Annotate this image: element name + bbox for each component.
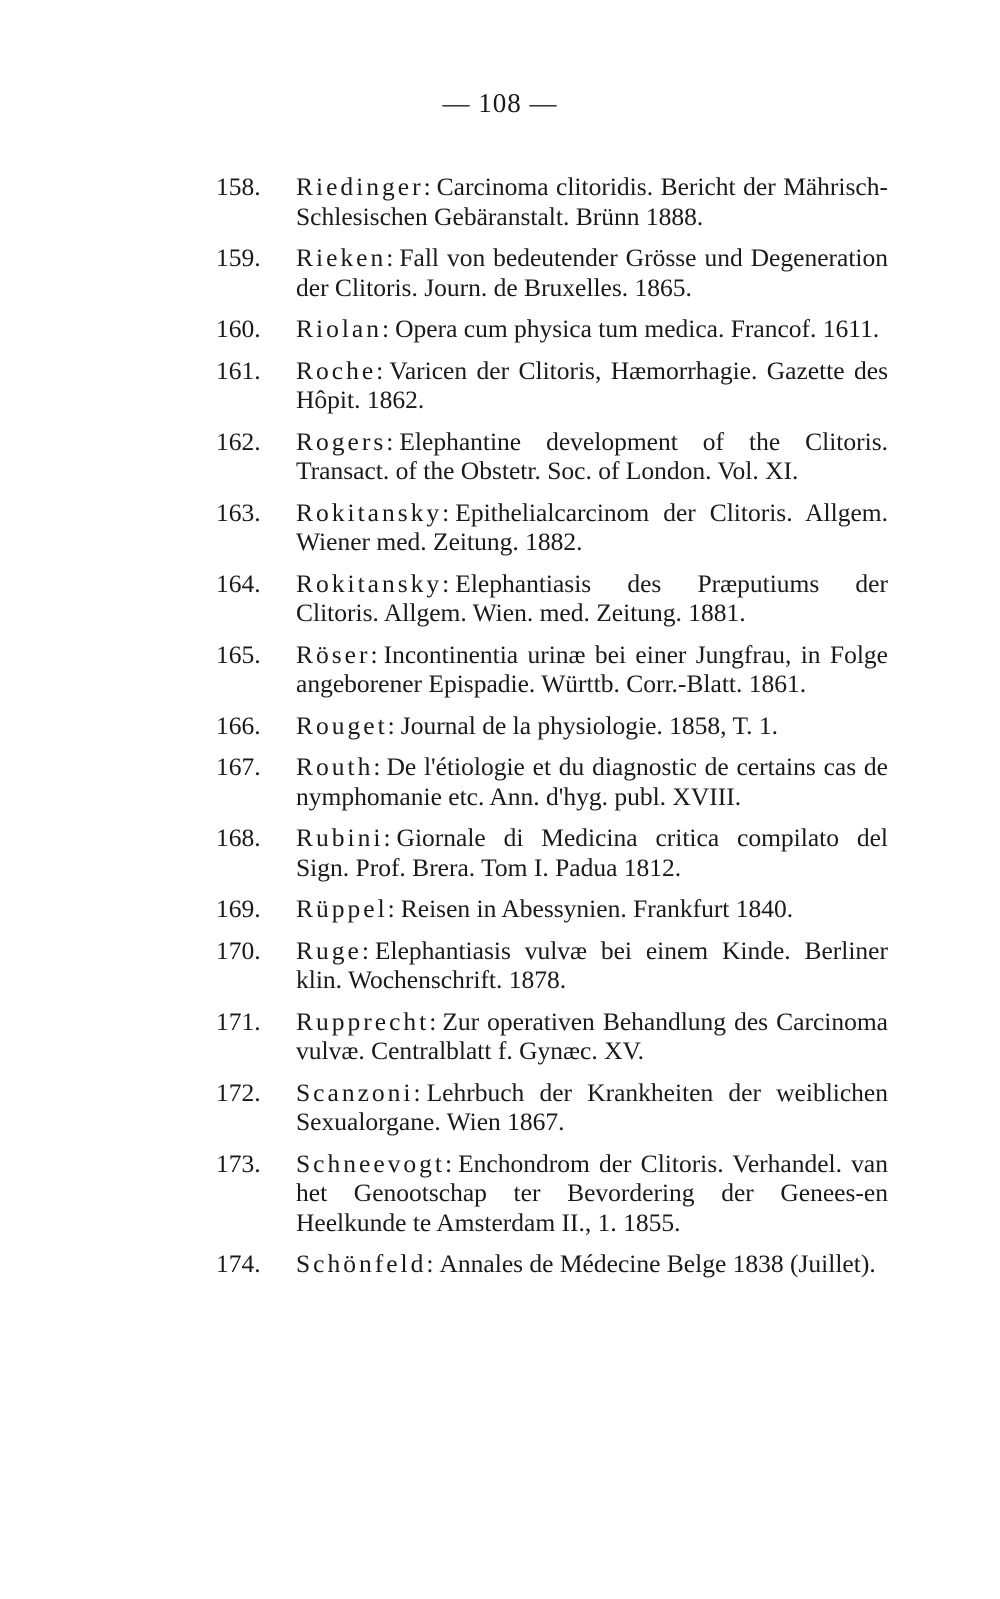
entry-text: Carcinoma clitoridis. Bericht der Mährisch-Schlesischen Gebäranstalt. Brünn 1888.: [296, 172, 888, 231]
entry-text: Elephantiasis vulvæ bei einem Kinde. Berliner klin. Wochenschrift. 1878.: [296, 935, 888, 994]
entry-number: 160.: [216, 314, 261, 343]
entry-number: 162.: [216, 426, 261, 456]
bibliography-entry: [216, 894, 888, 924]
bibliography-entry: [216, 1007, 888, 1066]
entry-number: 161.: [216, 355, 261, 385]
entry-author: Rieken: [296, 243, 387, 272]
entry-text: De l'étiologie et du diagnostic de certains cas de nymphomanie etc. Ann. d'hyg. publ. XVIII.: [296, 752, 888, 811]
entry-author: Riedinger: [296, 172, 424, 201]
entry-text: Lehrbuch der Krankheiten der weiblichen Sexualorgane. Wien 1867.: [296, 1077, 888, 1136]
author-separator: :: [426, 1249, 434, 1278]
entry-author: Rupprecht: [296, 1006, 430, 1036]
entry-text: Giornale di Medicina critica compilato del Sign. Prof. Brera. Tom I. Padua 1812.: [296, 823, 888, 882]
entry-number: 167.: [216, 752, 261, 781]
bibliography-entry: [216, 823, 888, 882]
entry-number: 172.: [216, 1077, 261, 1107]
entry-number: 166.: [216, 710, 261, 740]
entry-number: 159.: [216, 243, 261, 272]
bibliography-entry: [216, 172, 888, 231]
author-separator: :: [386, 426, 394, 456]
bibliography-entry: [216, 936, 888, 995]
author-separator: :: [429, 1006, 437, 1036]
entry-author: Ruge: [296, 935, 362, 965]
bibliography-list: [216, 172, 888, 1279]
author-separator: :: [370, 639, 378, 669]
entry-text: Incontinentia urinæ bei einer Jungfrau, in Folge angeborener Epispadie. Württb. Corr.-Blatt. 1861.: [296, 639, 888, 698]
page-number: — 108 —: [442, 88, 558, 118]
entry-author: Rouget: [296, 710, 388, 740]
entry-text: Reisen in Abessynien. Frankfurt 1840.: [400, 894, 794, 923]
bibliography-entry: [216, 640, 888, 699]
entry-number: 170.: [216, 935, 261, 965]
author-separator: :: [442, 568, 450, 598]
entry-number: 169.: [216, 894, 261, 923]
entry-number: 163.: [216, 497, 261, 527]
entry-text: Enchondrom der Clitoris. Verhandel. van het Genootschap ter Bevordering der Genees-en Heelkunde te Amsterdam II., 1. 1855.: [296, 1148, 888, 1237]
entry-author: Rubini: [296, 823, 384, 852]
entry-text: Elephantine development of the Clitoris. Transact. of the Obstetr. Soc. of London. Vol. XI.: [296, 426, 888, 485]
entry-author: Riolan: [296, 314, 382, 343]
author-separator: :: [413, 1077, 421, 1107]
entry-number: 164.: [216, 568, 261, 598]
bibliography-entry: [216, 314, 888, 344]
entry-text: Varicen der Clitoris, Hæmorrhagie. Gazette des Hôpit. 1862.: [296, 355, 888, 414]
author-separator: :: [386, 243, 394, 272]
entry-author: Rokitansky: [296, 568, 443, 598]
author-separator: :: [383, 823, 391, 852]
entry-author: Röser: [296, 639, 371, 669]
entry-author: Rüppel: [296, 894, 388, 923]
author-separator: :: [423, 172, 431, 201]
entry-text: Opera cum physica tum medica. Francof. 1611.: [395, 314, 880, 343]
author-separator: :: [387, 710, 395, 740]
bibliography-entry: [216, 1249, 888, 1279]
author-separator: :: [387, 894, 395, 923]
entry-text: Elephantiasis des Præputiums der Clitoris. Allgem. Wien. med. Zeitung. 1881.: [296, 568, 888, 627]
entry-number: 173.: [216, 1148, 261, 1178]
entry-author: Schneevogt: [296, 1148, 445, 1178]
entry-author: Routh: [296, 752, 374, 781]
entry-author: Rokitansky: [296, 497, 443, 527]
bibliography-entry: [216, 498, 888, 557]
entry-number: 168.: [216, 823, 261, 852]
entry-author: Scanzoni: [296, 1077, 414, 1107]
entry-text: Annales de Médecine Belge 1838 (Juillet).: [439, 1249, 876, 1278]
bibliography-entry: [216, 1078, 888, 1137]
entry-number: 165.: [216, 639, 261, 669]
bibliography-entry: [216, 356, 888, 415]
author-separator: :: [361, 935, 369, 965]
entry-author: Rogers: [296, 426, 387, 456]
entry-author: Roche: [296, 355, 377, 385]
bibliography-entry: [216, 752, 888, 811]
entry-text: Zur operativen Behandlung des Carcinoma vulvæ. Centralblatt f. Gynæc. XV.: [296, 1006, 888, 1065]
author-separator: :: [376, 355, 384, 385]
entry-text: Journal de la physiologie. 1858, T. 1.: [400, 710, 779, 740]
bibliography-entry: [216, 711, 888, 741]
entry-number: 174.: [216, 1249, 261, 1278]
bibliography-entry: [216, 427, 888, 486]
entry-number: 171.: [216, 1006, 261, 1036]
entry-author: Schönfeld: [296, 1249, 427, 1278]
bibliography-entry: [216, 569, 888, 628]
bibliography-entry: [216, 1149, 888, 1238]
entry-number: 158.: [216, 172, 261, 201]
author-separator: :: [373, 752, 381, 781]
bibliography-entry: [216, 243, 888, 302]
entry-text: Fall von bedeutender Grösse und Degeneration der Clitoris. Journ. de Bruxelles. 1865.: [296, 243, 888, 302]
entry-text: Epithelialcarcinom der Clitoris. Allgem. Wiener med. Zeitung. 1882.: [296, 497, 888, 556]
author-separator: :: [382, 314, 390, 343]
author-separator: :: [442, 497, 450, 527]
author-separator: :: [444, 1148, 453, 1178]
